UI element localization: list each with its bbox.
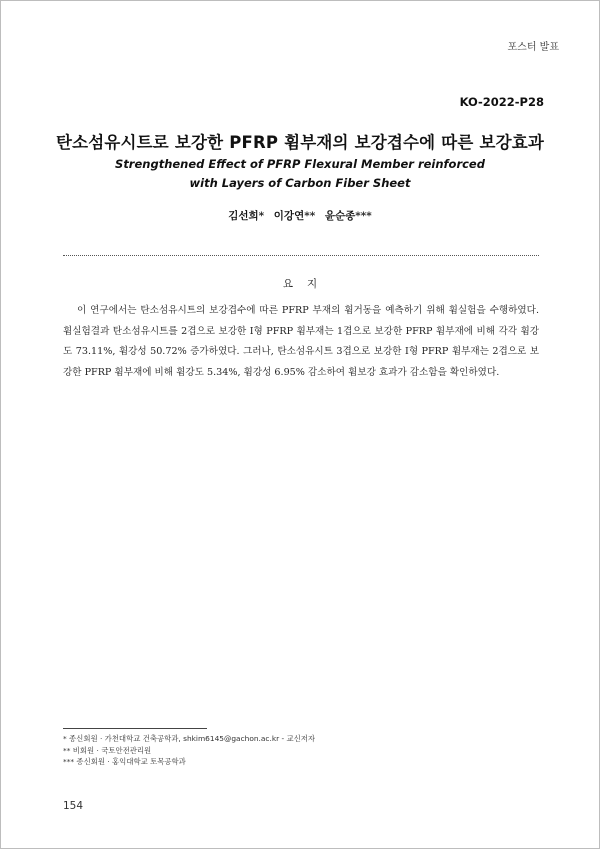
author-list: 김선희* 이강연** 윤순종*** <box>228 210 372 222</box>
footnote-2: ** 비회원 · 국토안전관리원 <box>63 745 152 755</box>
footnote-3: *** 종신회원 · 홍익대학교 토목공학과 <box>63 757 186 766</box>
section-tag: 포스터 발표 <box>507 42 559 53</box>
paper-title-korean: 탄소섬유시트로 보강한 PFRP 휨부재의 보강겹수에 따른 보강효과 <box>55 133 545 152</box>
dotted-divider <box>63 255 539 256</box>
footnotes <box>63 733 543 768</box>
paper-title-english: Strengthened Effect of PFRP Flexural Member reinforced with Layers of Carbon Fiber Sheet <box>115 157 485 190</box>
abstract-body: 이 연구에서는 탄소섬유시트의 보강겹수에 따른 PFRP 부재의 휨거동을 예측하기 위해 휨실험을 수행하였다. 휨실험결과 탄소섬유시트를 2겹으로 보강한 I형 PFRP 휨부재는 1겹으로 보강한 PFRP 휨부재에 비해 각각 휨강도 73.11%, 휨강성 50.72% 증가하였다. 그러나, 탄소섬유시트 3겹으로 보강한 I형 PFRP 휨부재는 2겹으로 보강한 PFRP 휨부재에 비해 휨강도 5.34%, 휨강성 6.95% 감소하여 휨보강 효과가 감소함을 확인하였다. <box>63 305 539 378</box>
paper-id: KO-2022-P28 <box>459 95 544 109</box>
page-number: 154 <box>63 800 84 812</box>
footnote-1: * 종신회원 · 가천대학교 건축공학과, shkim6145@gachon.ac.kr - 교신저자 <box>63 734 316 743</box>
footnote-rule <box>63 728 207 729</box>
abstract-heading: 요지 <box>282 278 332 290</box>
